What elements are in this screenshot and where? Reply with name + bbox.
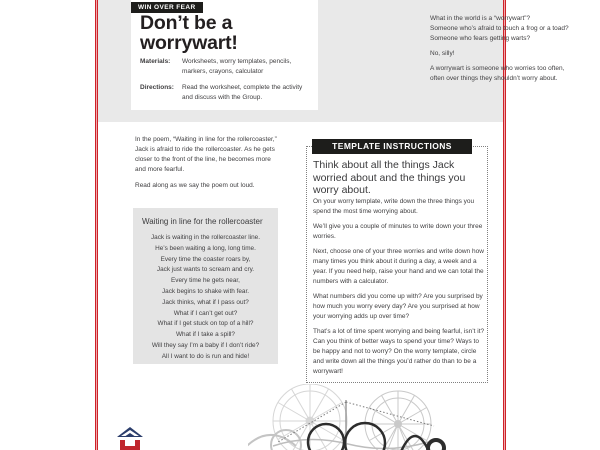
template-instructions-header: TEMPLATE INSTRUCTIONS [312, 139, 472, 154]
page-title-line: Don’t be a [140, 12, 233, 34]
poem-box [133, 208, 278, 364]
ferris-wheel-icon [365, 391, 431, 450]
text-line: Jack is afraid to ride the rollercoaster. As he gets [135, 146, 275, 153]
poem-line: Jack just wants to scream and cry. [156, 266, 255, 274]
lesson-tag: WIN OVER FEAR [131, 2, 203, 13]
directions-label: Directions: [140, 84, 174, 91]
materials-row [140, 57, 312, 77]
poem-line: He’s been waiting a long, long time. [155, 244, 256, 252]
text-line: No, silly! [430, 50, 455, 57]
directions-value [182, 83, 302, 103]
worrywart-definition [430, 14, 594, 84]
template-instructions-body [313, 197, 487, 382]
read-along-note: Read along as we say the poem out loud. [135, 182, 255, 189]
text-line: Worksheets, worry templates, pencils, [182, 58, 292, 65]
paragraph: We’ll give you a couple of minutes to write down your three worries. [313, 223, 483, 240]
poem-line: What if I take a spill? [176, 331, 235, 339]
text-line: and discuss with the Group. [182, 94, 263, 101]
text-line: What in the world is a “worrywart”? [430, 15, 531, 22]
poem-line: Will they say I’m a baby if I don’t ride? [151, 341, 260, 349]
poem-title: Waiting in line for the rollercoaster [142, 217, 263, 226]
poem-line: What if I get stuck on top of a hill? [157, 320, 254, 328]
template-instructions-heading: Think about all the things Jack worried about and the things you worry about. [313, 159, 466, 197]
poem-line: Jack thinks, what if I pass out? [162, 298, 249, 306]
poem-line: Jack begins to shake with fear. [161, 287, 250, 295]
text-line: A worrywart is someone who worries too often, [430, 65, 565, 72]
materials-label: Materials: [140, 58, 171, 65]
poem-line: Every time he gets near, [171, 277, 240, 285]
paragraph: Next, choose one of your three worries and write down how many times you think about it during a day, a week and a year. If you need help, raise your hand and we can total the numbers with a calculator. [313, 248, 484, 285]
text-line: often over things they shouldn’t worry about. [430, 75, 558, 82]
text-line: Someone who fears getting warts? [430, 35, 531, 42]
poem-lines [133, 233, 278, 363]
house-logo-icon [117, 427, 143, 450]
text-line: closer to the front of the line, he becomes more [135, 156, 271, 163]
paragraph: What numbers did you come up with? Are you surprised by how much you worry every day? Are you surprised at how your worrying adds up over time? [313, 293, 483, 320]
poem-line: What if I can’t get out? [173, 309, 238, 317]
amusement-park-illustration [248, 384, 500, 450]
text-line: Read the worksheet, complete the activity [182, 84, 303, 91]
directions-row [140, 83, 312, 103]
text-line: Someone who’s afraid to touch a frog or a toad? [430, 25, 569, 32]
paragraph: That’s a lot of time spent worrying and being fearful, isn’t it? Can you think of better ways to spend your time? Ways to be happy and not to worry? On the worry template, circle and write down all the things you’d rather do than to be a worrywart! [313, 328, 485, 375]
poem-line: Every time the coaster roars by, [160, 255, 251, 263]
paragraph: On your worry template, write down the three things you spend the most time worrying about. [313, 198, 475, 215]
text-line: In the poem, “Waiting in line for the rollercoaster,” [135, 136, 277, 143]
text-line: markers, crayons, calculator [182, 68, 264, 75]
header-band [98, 0, 569, 122]
materials-value [182, 57, 291, 77]
poem-intro [135, 135, 305, 175]
poem-line: Jack is waiting in the rollercoaster line. [150, 234, 261, 241]
text-line: and more fearful. [135, 166, 185, 173]
page-title [140, 13, 238, 53]
page-title-line: worrywart! [140, 32, 238, 54]
poem-line: All I want to do is run and hide! [161, 352, 250, 360]
activity-card [131, 0, 318, 110]
